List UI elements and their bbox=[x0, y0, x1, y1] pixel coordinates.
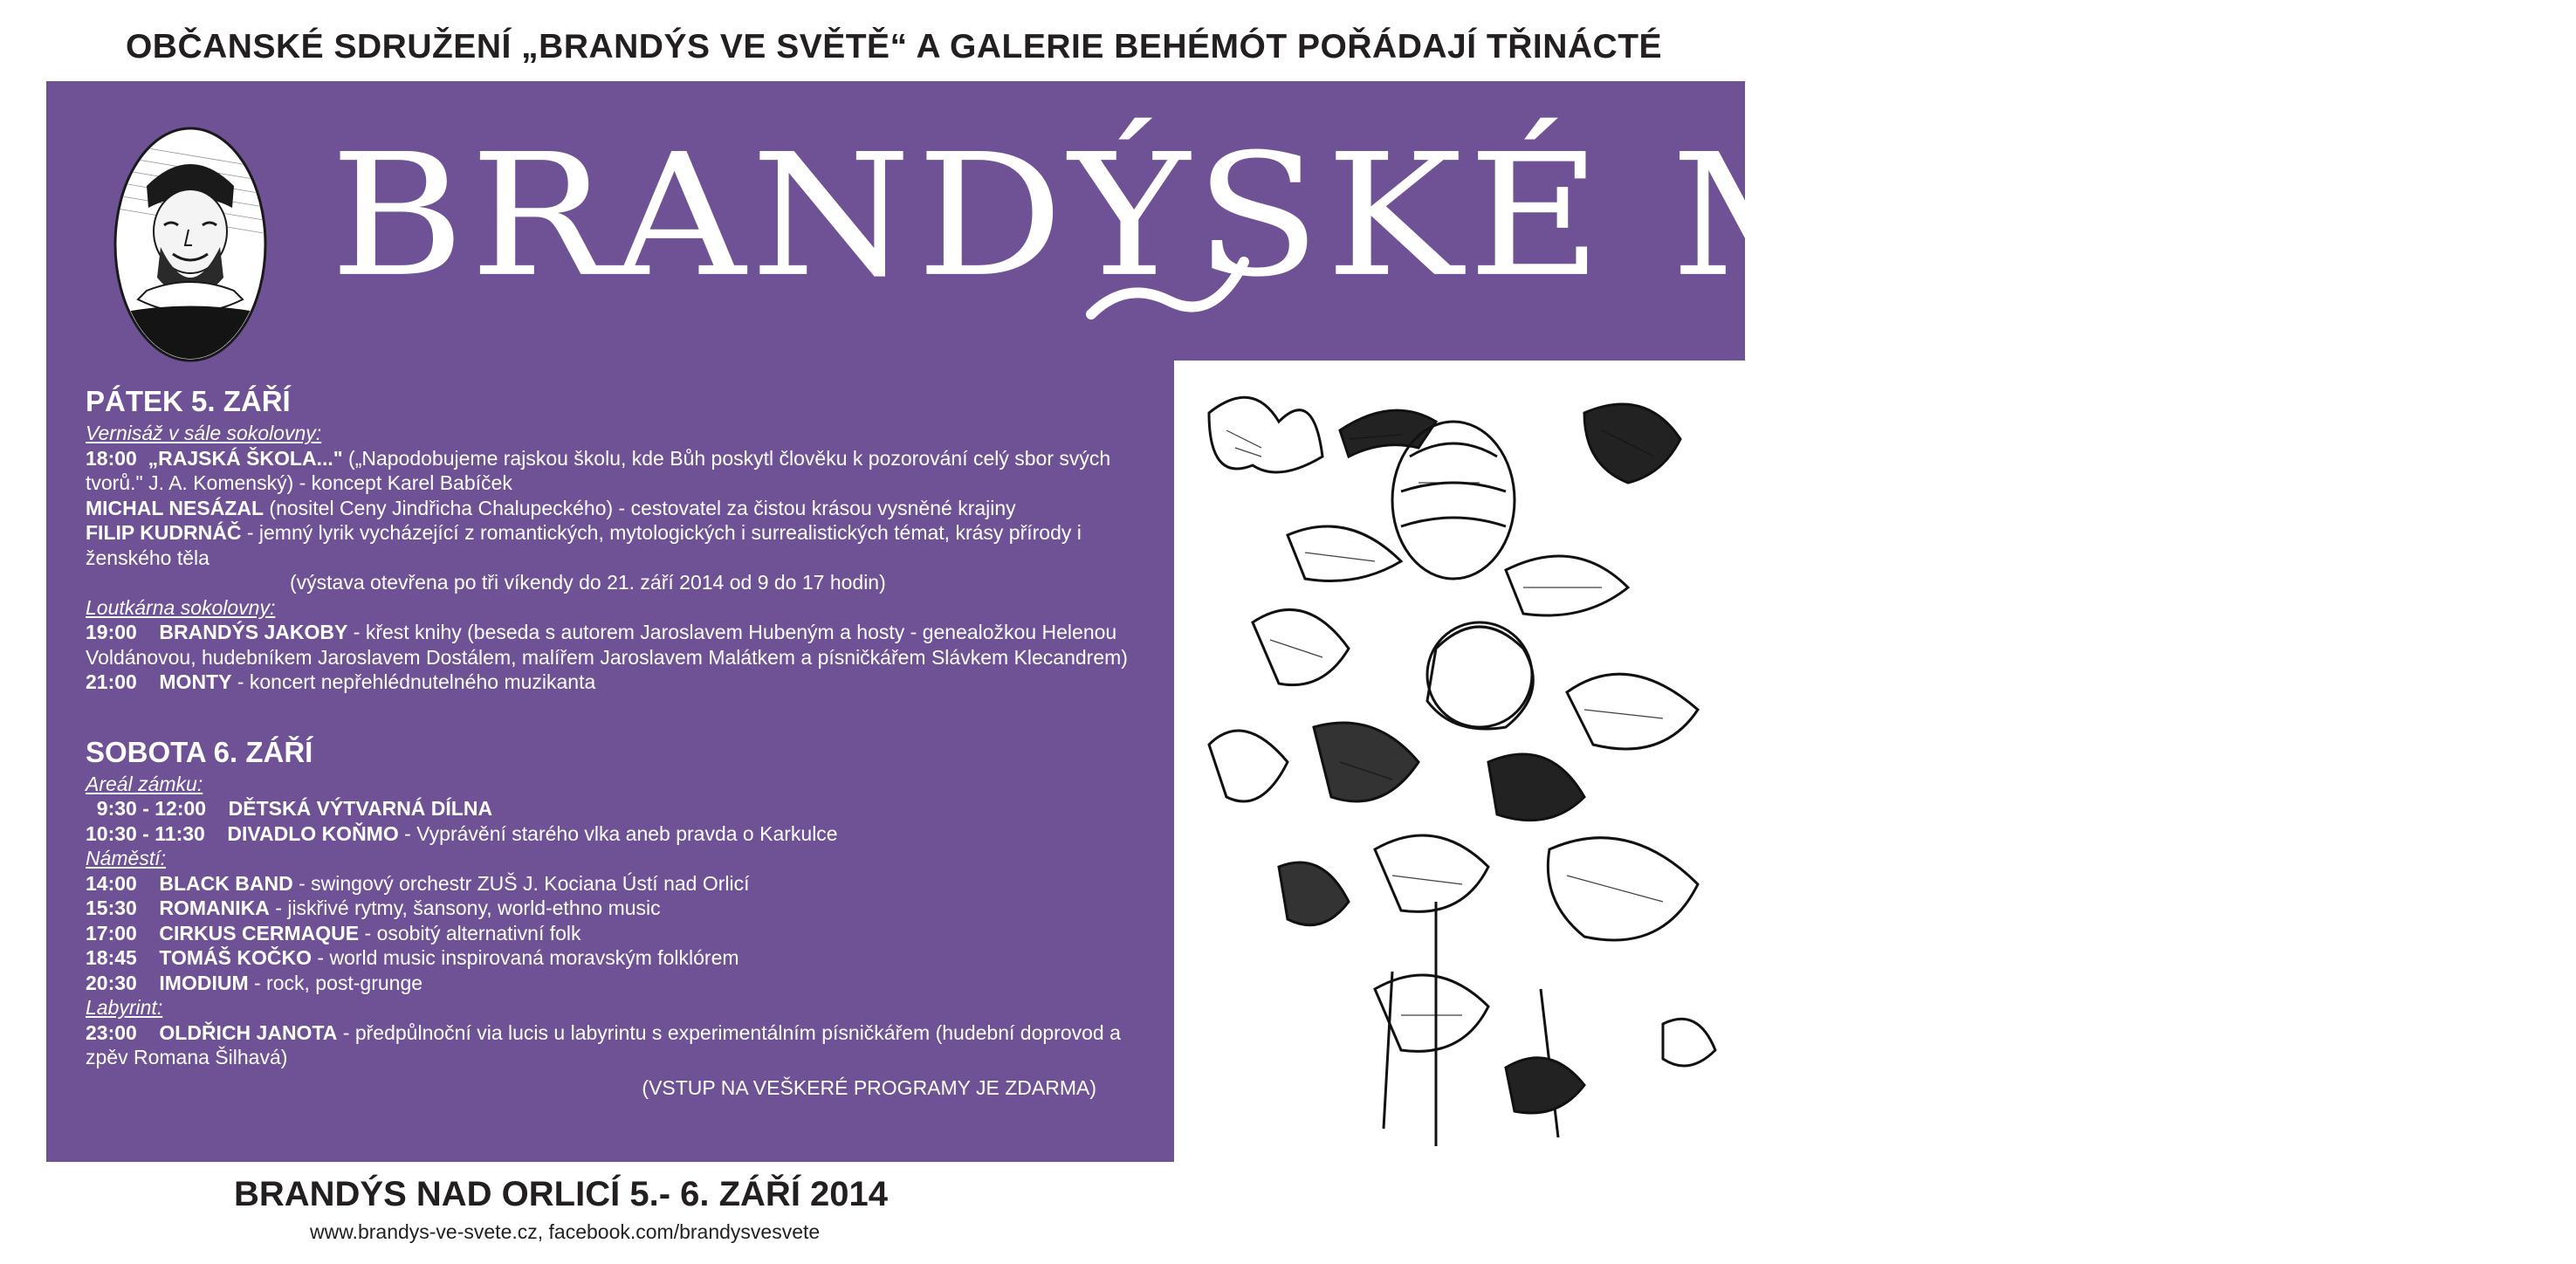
event-desc: - jiskřivé rytmy, šansony, world-ethno music bbox=[269, 896, 661, 919]
event-desc: - rock, post-grunge bbox=[248, 971, 423, 994]
square-event-row bbox=[86, 871, 1168, 896]
event-name: MICHAL NESÁZAL bbox=[86, 496, 264, 519]
event-name: MONTY bbox=[159, 670, 232, 693]
event-name: BLACK BAND bbox=[159, 871, 293, 895]
event-time: 15:30 bbox=[86, 896, 137, 919]
venue-labyrinth: Labyrint: bbox=[86, 996, 163, 1019]
venue-square: Náměstí: bbox=[86, 847, 167, 869]
event-name: FILIP KUDRNÁČ bbox=[86, 521, 242, 544]
labyrinth-event bbox=[86, 1020, 1168, 1070]
event-desc: - swingový orchestr ZUŠ J. Kociana Ústí nad Orlicí bbox=[292, 871, 750, 895]
event-desc: - world music inspirovaná moravským folklórem bbox=[312, 946, 739, 969]
event-desc: („Napodobujeme rajskou školu, kde Bůh poskytl člověku k pozorování celý sbor svých tvorů." J. A. Komenský) - koncept Karel Babíček bbox=[86, 446, 1111, 494]
event-time: 21:00 bbox=[86, 670, 137, 693]
place-and-date: BRANDÝS NAD ORLICÍ 5.- 6. ZÁŘÍ 2014 bbox=[234, 1175, 889, 1213]
event-desc: - Vyprávění starého vlka aneb pravda o Karkulce bbox=[398, 821, 838, 845]
friday-event-3 bbox=[86, 520, 1168, 570]
venue-puppet-theatre: Loutkárna sokolovny: bbox=[86, 595, 276, 619]
event-time: 18:00 bbox=[86, 446, 137, 470]
venue-castle-grounds: Areál zámku: bbox=[86, 772, 203, 795]
venue-sokolovna-hall: Vernisáž v sále sokolovny: bbox=[86, 422, 322, 444]
event-desc: (nositel Ceny Jindřicha Chalupeckého) - cestovatel za čistou krásou vysněné krajiny bbox=[264, 496, 1016, 519]
friday-event-2 bbox=[86, 496, 1168, 521]
saturday-castle-event-2 bbox=[86, 821, 1168, 847]
title-flourish bbox=[1074, 253, 1248, 332]
event-time: 18:45 bbox=[86, 946, 137, 969]
exhibition-note: (výstava otevřena po tři víkendy do 21. září 2014 od 9 do 17 hodin) bbox=[290, 571, 886, 594]
event-name: IMODIUM bbox=[159, 971, 249, 994]
event-name: BRANDÝS JAKOBY bbox=[159, 621, 348, 643]
program-text bbox=[86, 384, 1168, 1100]
event-desc: - koncert nepřehlédnutelného muzikanta bbox=[231, 670, 596, 693]
event-name: DĚTSKÁ VÝTVARNÁ DÍLNA bbox=[228, 797, 493, 820]
event-name: OLDŘICH JANOTA bbox=[159, 1020, 338, 1044]
saturday-title: SOBOTA 6. ZÁŘÍ bbox=[86, 735, 313, 768]
event-name: DIVADLO KOŇMO bbox=[227, 821, 399, 845]
event-time: 20:30 bbox=[86, 971, 137, 994]
event-time: 19:00 bbox=[86, 621, 137, 643]
friday-event-1 bbox=[86, 446, 1168, 496]
event-time: 14:00 bbox=[86, 871, 137, 895]
event-time: 9:30 - 12:00 bbox=[96, 797, 207, 820]
event-desc: - osobitý alternativní folk bbox=[359, 921, 581, 945]
event-desc: - jemný lyrik vycházející z romantických, mytologických i surrealistických témat, krásy přírody i ženského těla bbox=[86, 521, 1082, 569]
event-time: 17:00 bbox=[86, 921, 137, 945]
event-title: BRANDÝSKÉ MÁMENÍ bbox=[330, 117, 2576, 314]
square-event-row bbox=[86, 945, 1168, 971]
event-desc: - předpůlnoční via lucis u labyrintu s experimentálním písničkářem (hudební doprovod a zpěv Romana Šilhavá) bbox=[86, 1020, 1121, 1068]
web-links[interactable]: www.brandys-ve-svete.cz, facebook.com/brandysvesvete bbox=[310, 1220, 821, 1243]
event-time: 10:30 - 11:30 bbox=[86, 821, 205, 845]
square-event-row bbox=[86, 971, 1168, 996]
event-name: „RAJSKÁ ŠKOLA..." bbox=[148, 446, 343, 470]
friday-title: PÁTEK 5. ZÁŘÍ bbox=[86, 385, 291, 417]
event-time: 23:00 bbox=[86, 1020, 137, 1044]
event-name: CIRKUS CERMAQUE bbox=[159, 921, 360, 945]
friday-event-4 bbox=[86, 620, 1168, 670]
organizers-header: OBČANSKÉ SDRUŽENÍ „BRANDÝS VE SVĚTĚ“ A GALERIE BEHÉMÓT POŘÁDAJÍ TŘINÁCTÉ bbox=[125, 28, 1663, 65]
square-event-row bbox=[86, 921, 1168, 946]
event-name: TOMÁŠ KOČKO bbox=[159, 946, 313, 969]
free-entry-note: (VSTUP NA VEŠKERÉ PROGRAMY JE ZDARMA) bbox=[642, 1075, 1096, 1099]
saturday-castle-event-1 bbox=[86, 796, 1168, 821]
flora-fauna-illustration bbox=[1174, 361, 1745, 1162]
portrait-engraving bbox=[112, 125, 269, 364]
event-desc: - křest knihy (beseda s autorem Jaroslavem Hubeným a hosty - genealožkou Helenou Voldánovou, hudebníkem Jaroslavem Dostálem, malířem Jaroslavem Malátkem a písničkářem Slávkem Klecandrem) bbox=[86, 621, 1128, 669]
friday-event-5 bbox=[86, 670, 1168, 695]
square-event-row bbox=[86, 896, 1168, 921]
event-name: ROMANIKA bbox=[159, 896, 270, 919]
